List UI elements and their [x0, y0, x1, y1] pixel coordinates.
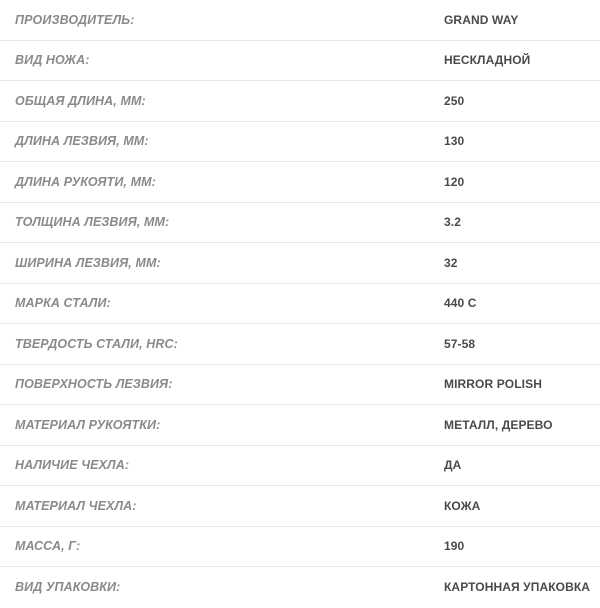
spec-value: 440 C: [444, 296, 477, 311]
spec-row-sheath-material: [0, 486, 600, 527]
spec-row-steel-grade: [0, 284, 600, 325]
spec-value: 250: [444, 93, 465, 108]
spec-label: МАТЕРИАЛ РУКОЯТКИ:: [15, 417, 161, 432]
spec-row-handle-material: [0, 405, 600, 446]
spec-label: ПРОИЗВОДИТЕЛЬ:: [15, 12, 135, 27]
spec-row-blade-thickness: [0, 203, 600, 244]
spec-value: КАРТОННАЯ УПАКОВКА: [444, 580, 591, 595]
spec-row-knife-type: [0, 41, 600, 82]
spec-row-manufacturer: [0, 0, 600, 41]
spec-label: МАРКА СТАЛИ:: [15, 296, 111, 311]
spec-row-handle-length: [0, 162, 600, 203]
spec-value: 57-58: [444, 336, 476, 351]
spec-label: ШИРИНА ЛЕЗВИЯ, ММ:: [15, 255, 161, 270]
spec-label: ДЛИНА РУКОЯТИ, ММ:: [15, 174, 156, 189]
spec-value: КОЖА: [444, 498, 481, 513]
spec-row-sheath-included: [0, 446, 600, 487]
spec-label: ТВЕРДОСТЬ СТАЛИ, HRC:: [15, 336, 178, 351]
spec-row-packaging: [0, 567, 600, 608]
spec-value: НЕСКЛАДНОЙ: [444, 53, 531, 68]
spec-value: 120: [444, 174, 465, 189]
spec-row-blade-length: [0, 122, 600, 163]
spec-label: ОБЩАЯ ДЛИНА, ММ:: [15, 93, 146, 108]
spec-label: ПОВЕРХНОСТЬ ЛЕЗВИЯ:: [15, 377, 173, 392]
spec-value: 130: [444, 134, 465, 149]
spec-row-total-length: [0, 81, 600, 122]
spec-row-steel-hardness: [0, 324, 600, 365]
spec-label: ДЛИНА ЛЕЗВИЯ, ММ:: [15, 134, 149, 149]
spec-value: MIRROR POLISH: [444, 377, 542, 392]
spec-label: ВИД УПАКОВКИ:: [15, 580, 121, 595]
spec-row-blade-width: [0, 243, 600, 284]
spec-value: ДА: [444, 458, 462, 473]
spec-label: ВИД НОЖА:: [15, 53, 90, 68]
spec-label: МАТЕРИАЛ ЧЕХЛА:: [15, 498, 137, 513]
spec-label: ТОЛЩИНА ЛЕЗВИЯ, ММ:: [15, 215, 170, 230]
spec-label: НАЛИЧИЕ ЧЕХЛА:: [15, 458, 130, 473]
spec-value: 190: [444, 539, 465, 554]
spec-row-blade-finish: [0, 365, 600, 406]
spec-value: 32: [444, 255, 458, 270]
spec-value: МЕТАЛЛ, ДЕРЕВО: [444, 417, 553, 432]
spec-value: 3.2: [444, 215, 461, 230]
spec-label: МАССА, Г:: [15, 539, 81, 554]
spec-row-weight: [0, 527, 600, 568]
spec-value: GRAND WAY: [444, 12, 519, 27]
